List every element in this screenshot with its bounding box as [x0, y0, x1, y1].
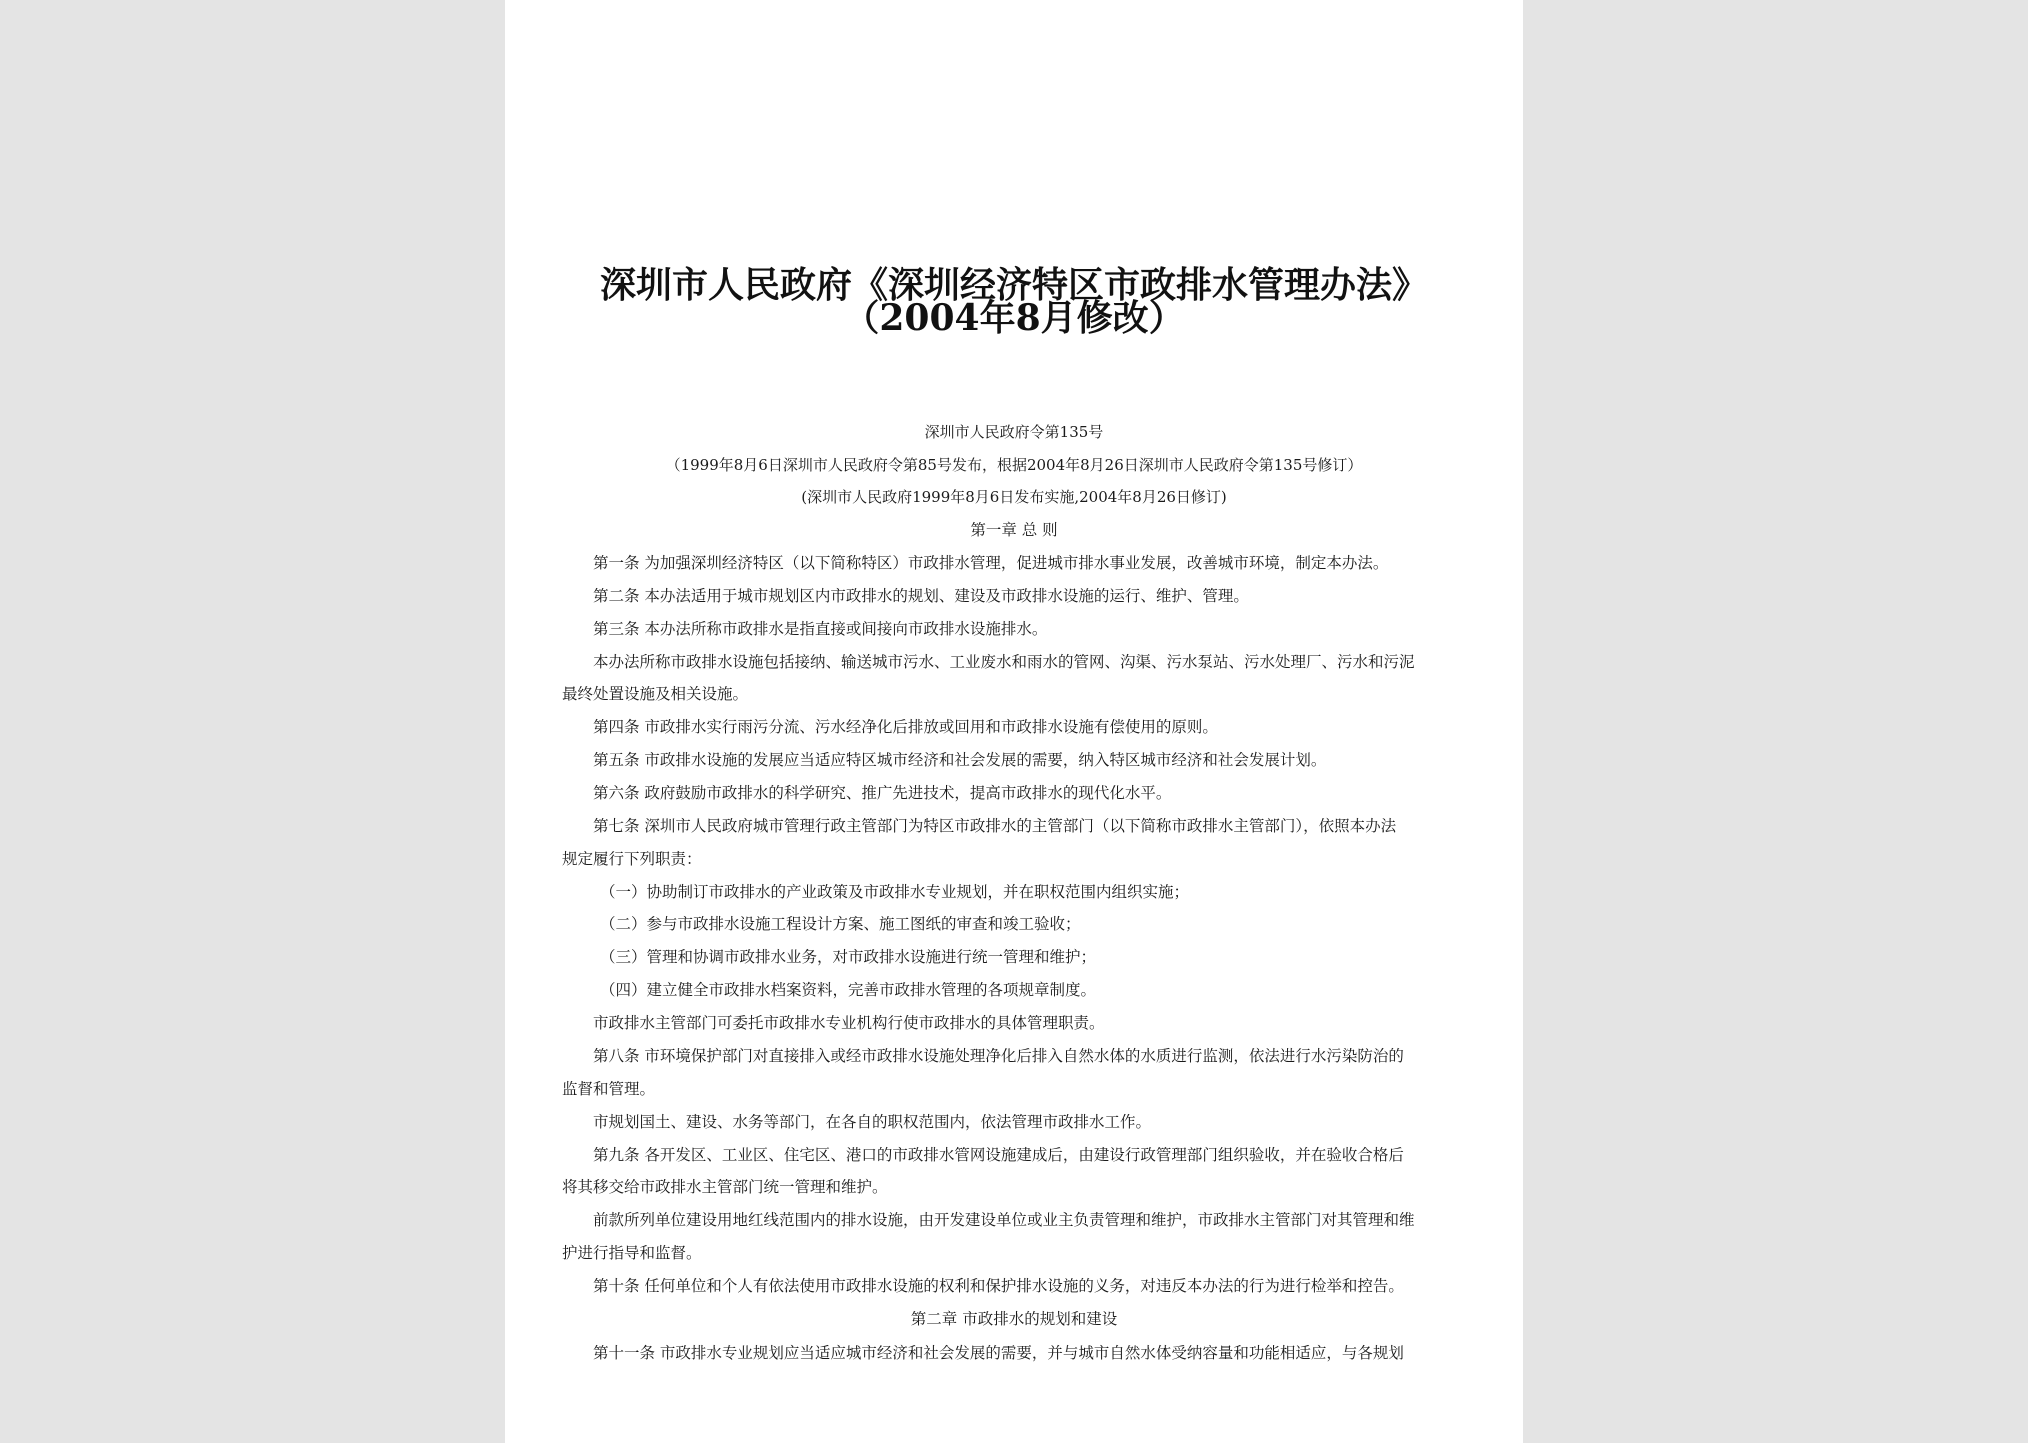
article-line: 第十条 任何单位和个人有依法使用市政排水设施的权利和保护排水设施的义务，对违反本办法的行为进行检举和控告。: [593, 1277, 1404, 1295]
document-title-line1: 深圳市人民政府《深圳经济特区市政排水管理办法》: [599, 264, 1428, 306]
article-line: 监督和管理。: [562, 1080, 656, 1098]
article-line: 第七条 深圳市人民政府城市管理行政主管部门为特区市政排水的主管部门（以下简称市政排水主管部门），依照本办法: [593, 817, 1397, 835]
effect-note: (深圳市人民政府1999年8月6日发布实施,2004年8月26日修订): [801, 488, 1227, 506]
article-line: 第八条 市环境保护部门对直接排入或经市政排水设施处理净化后排入自然水体的水质进行监测，依法进行水污染防治的: [593, 1047, 1404, 1065]
order-number: 深圳市人民政府令第135号: [924, 423, 1104, 441]
article-line: 最终处置设施及相关设施。: [562, 685, 749, 703]
article-line: 第一条 为加强深圳经济特区（以下简称特区）市政排水管理，促进城市排水事业发展，改善城市环境，制定本办法。: [593, 554, 1389, 572]
article-line: 将其移交给市政排水主管部门统一管理和维护。: [562, 1178, 888, 1196]
publish-note: （1999年8月6日深圳市人民政府令第85号发布，根据2004年8月26日深圳市人民政府令第135号修订）: [665, 456, 1363, 474]
chapter-heading: 第二章 市政排水的规划和建设: [910, 1310, 1118, 1328]
duty-item: （三）管理和协调市政排水业务，对市政排水设施进行统一管理和维护；: [600, 948, 1097, 966]
article-line: 第六条 政府鼓励市政排水的科学研究、推广先进技术，提高市政排水的现代化水平。: [593, 784, 1172, 802]
article-line: 第二条 本办法适用于城市规划区内市政排水的规划、建设及市政排水设施的运行、维护、管理。: [593, 587, 1249, 605]
document-page: [505, 0, 1523, 1443]
article-line: 本办法所称市政排水设施包括接纳、输送城市污水、工业废水和雨水的管网、沟渠、污水泵站、污水处理厂、污水和污泥: [593, 653, 1415, 671]
article-line: 第十一条 市政排水专业规划应当适应城市经济和社会发展的需要，并与城市自然水体受纳容量和功能相适应，与各规划: [593, 1344, 1404, 1362]
chapter-heading: 第一章 总 则: [970, 521, 1058, 539]
article-line: 规定履行下列职责：: [562, 850, 702, 868]
duty-item: （二）参与市政排水设施工程设计方案、施工图纸的审查和竣工验收；: [600, 915, 1081, 933]
article-line: 第五条 市政排水设施的发展应当适应特区城市经济和社会发展的需要，纳入特区城市经济和社会发展计划。: [593, 751, 1327, 769]
article-line: 第四条 市政排水实行雨污分流、污水经净化后排放或回用和市政排水设施有偿使用的原则。: [593, 718, 1218, 736]
article-line: 第三条 本办法所称市政排水是指直接或间接向市政排水设施排水。: [593, 620, 1048, 638]
article-line: 第九条 各开发区、工业区、住宅区、港口的市政排水管网设施建成后，由建设行政管理部门组织验收，并在验收合格后: [593, 1146, 1404, 1164]
article-line: 市规划国土、建设、水务等部门，在各自的职权范围内，依法管理市政排水工作。: [593, 1113, 1152, 1131]
article-line: 护进行指导和监督。: [562, 1244, 702, 1262]
document-title-line2: （2004年8月修改）: [843, 297, 1185, 339]
duty-item: （四）建立健全市政排水档案资料，完善市政排水管理的各项规章制度。: [600, 981, 1097, 999]
article-line: 市政排水主管部门可委托市政排水专业机构行使市政排水的具体管理职责。: [593, 1014, 1105, 1032]
duty-item: （一）协助制订市政排水的产业政策及市政排水专业规划，并在职权范围内组织实施；: [600, 883, 1190, 901]
article-line: 前款所列单位建设用地红线范围内的排水设施，由开发建设单位或业主负责管理和维护，市政排水主管部门对其管理和维: [593, 1211, 1415, 1229]
